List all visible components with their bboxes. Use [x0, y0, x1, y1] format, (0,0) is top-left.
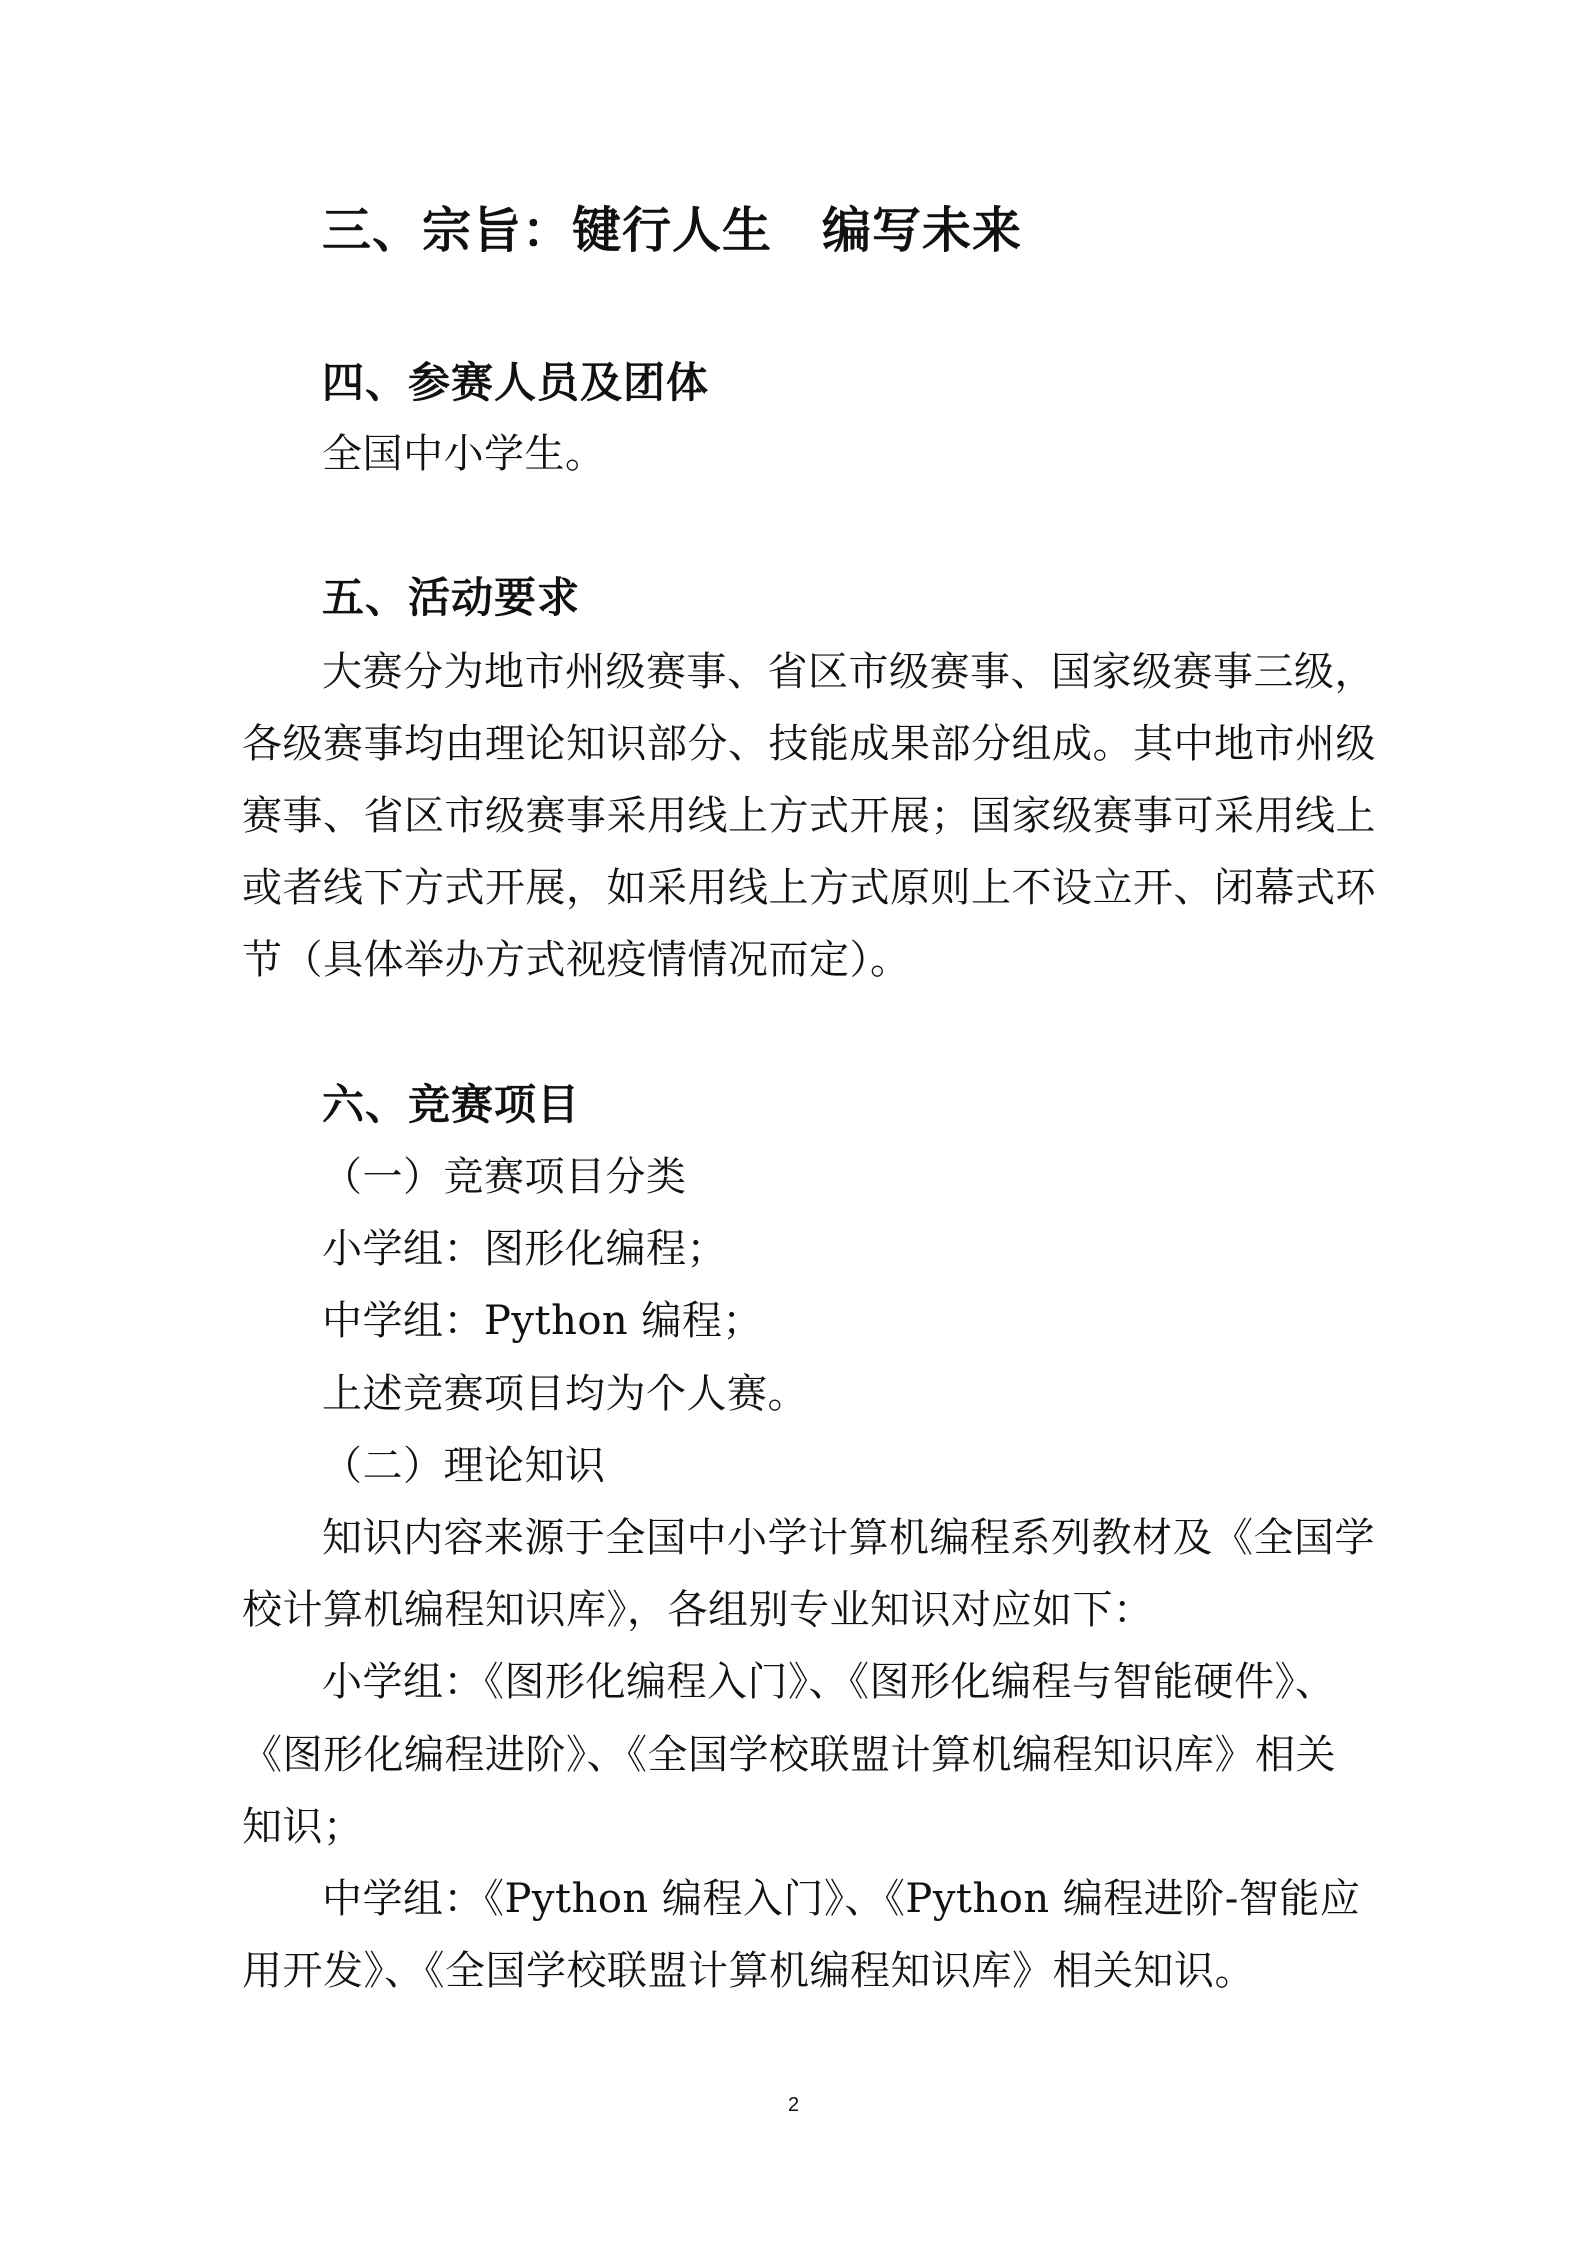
section-6-line: 小学组：《图形化编程入门》、《图形化编程与智能硬件》、 — [322, 1659, 1336, 1705]
section-5-line: 各级赛事均由理论知识部分、技能成果部分组成。其中地市州级 — [242, 721, 1376, 767]
section-5-heading: 五、活动要求 — [322, 573, 581, 622]
section-6-heading: 六、竞赛项目 — [322, 1080, 581, 1129]
section-6-line: 用开发》、《全国学校联盟计算机编程知识库》相关知识。 — [242, 1948, 1255, 1994]
section-6-line: 小学组：图形化编程； — [322, 1226, 727, 1272]
section-6-subheading: （一）竞赛项目分类 — [322, 1154, 687, 1200]
section-6-line: 知识内容来源于全国中小学计算机编程系列教材及《全国学 — [322, 1515, 1375, 1561]
section-6-line: 知识； — [242, 1804, 364, 1850]
section-6-line: 中学组：《Python 编程入门》、《Python 编程进阶-智能应 — [322, 1876, 1361, 1922]
section-6-line: 上述竞赛项目均为个人赛。 — [322, 1371, 808, 1417]
page-number: 2 — [787, 2094, 800, 2116]
section-3-heading: 三、宗旨：键行人生 编写未来 — [322, 202, 1023, 259]
section-6-subheading: （二）理论知识 — [322, 1443, 606, 1489]
section-6-line: 中学组：Python 编程； — [322, 1298, 763, 1344]
section-6-line: 校计算机编程知识库》，各组别专业知识对应如下： — [242, 1587, 1154, 1633]
section-5-line: 大赛分为地市州级赛事、省区市级赛事、国家级赛事三级， — [322, 649, 1375, 695]
section-5-line: 赛事、省区市级赛事采用线上方式开展；国家级赛事可采用线上 — [242, 793, 1376, 839]
section-5-line: 或者线下方式开展，如采用线上方式原则上不设立开、闭幕式环 — [242, 865, 1376, 911]
section-5-line: 节（具体举办方式视疫情情况而定）。 — [242, 937, 911, 983]
section-4-body: 全国中小学生。 — [322, 431, 606, 477]
section-4-heading: 四、参赛人员及团体 — [322, 358, 710, 407]
section-6-line: 《图形化编程进阶》、《全国学校联盟计算机编程知识库》相关 — [242, 1732, 1336, 1778]
